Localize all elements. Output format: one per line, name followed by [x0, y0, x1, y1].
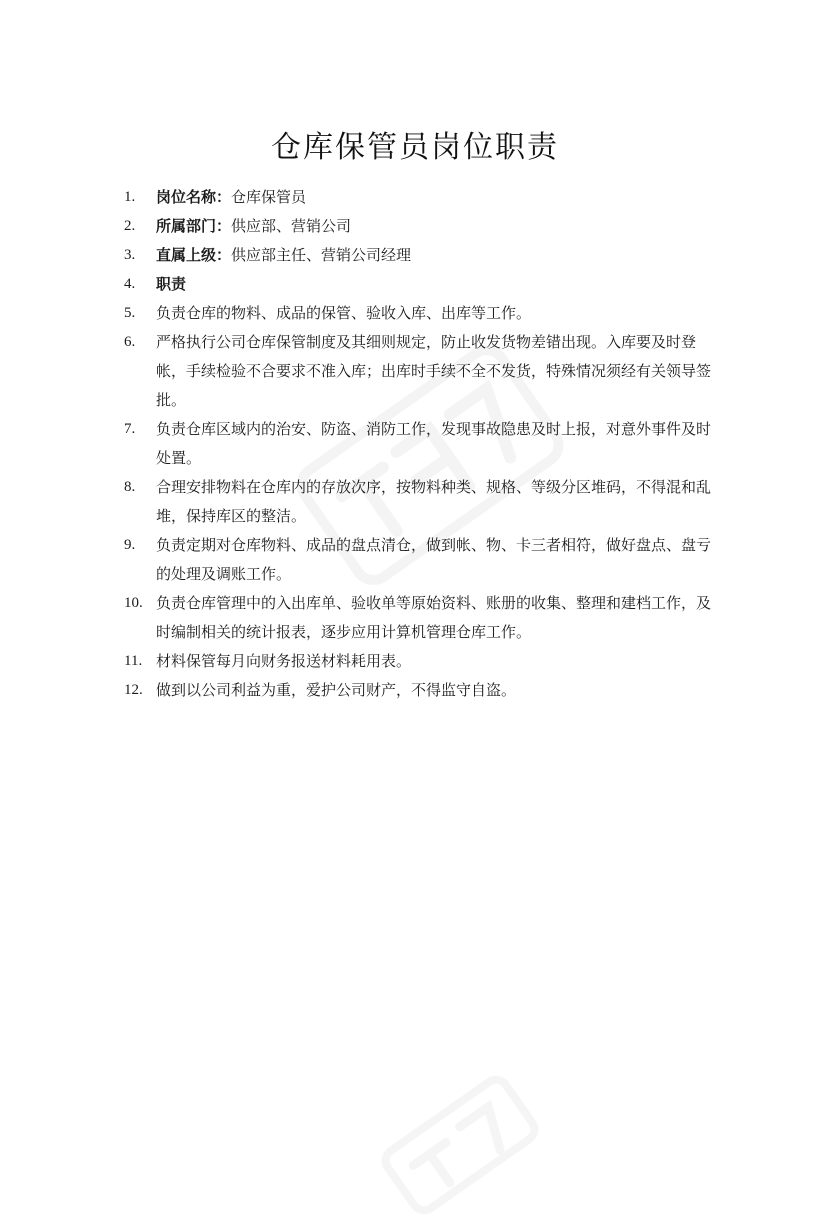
item-text: 供应部、营销公司 [231, 217, 352, 235]
item-number: 7. [124, 421, 136, 437]
list-item [124, 183, 714, 212]
item-label: 所属部门： [156, 217, 232, 235]
list-item [124, 270, 714, 299]
item-text: 做到以公司利益为重，爱护公司财产，不得监守自盗。 [156, 681, 517, 699]
item-number: 5. [124, 305, 136, 321]
item-number: 9. [124, 537, 136, 553]
item-text: 负责仓库的物料、成品的保管、验收入库、出库等工作。 [156, 304, 532, 322]
item-text: 仓库保管员 [231, 188, 307, 206]
item-number: 1. [124, 189, 136, 205]
item-label: 岗位名称： [156, 188, 232, 206]
list-item [124, 647, 714, 676]
item-text: 负责定期对仓库物料、成品的盘点清仓，做到帐、物、卡三者相符，做好盘点、盘亏的处理及调账工作。 [156, 536, 712, 583]
item-label: 职责 [156, 275, 187, 293]
item-text: 供应部主任、营销公司经理 [231, 246, 412, 264]
item-label: 直属上级： [156, 246, 232, 264]
list-item [124, 473, 714, 531]
item-text: 严格执行公司仓库保管制度及其细则规定，防止收发货物差错出现。入库要及时登帐，手续检验不合要求不准入库；出库时手续不全不发货，特殊情况须经有关领导签批。 [156, 333, 712, 409]
list-item [124, 241, 714, 270]
item-text: 材料保管每月向财务报送材料耗用表。 [156, 652, 412, 670]
item-text: 负责仓库管理中的入出库单、验收单等原始资料、账册的收集、整理和建档工作，及时编制相关的统计报表，逐步应用计算机管理仓库工作。 [156, 594, 712, 641]
item-number: 4. [124, 276, 136, 292]
list-item [124, 676, 714, 705]
list-item [124, 299, 714, 328]
list-item [124, 328, 714, 415]
list-item [124, 212, 714, 241]
duty-list [124, 183, 714, 705]
list-item [124, 531, 714, 589]
item-number: 12. [124, 682, 143, 698]
list-item [124, 415, 714, 473]
list-item [124, 589, 714, 647]
watermark-logo-bottom [369, 1062, 552, 1227]
item-number: 2. [124, 218, 136, 234]
page-title: 仓库保管员岗位职责 [271, 130, 559, 165]
item-number: 8. [124, 479, 136, 495]
item-text: 负责仓库区域内的治安、防盗、消防工作，发现事故隐患及时上报，对意外事件及时处置。 [156, 420, 712, 467]
item-number: 10. [124, 595, 143, 611]
item-number: 3. [124, 247, 136, 263]
item-text: 合理安排物料在仓库内的存放次序，按物料种类、规格、等级分区堆码，不得混和乱堆，保持库区的整洁。 [156, 478, 712, 525]
item-number: 6. [124, 334, 136, 350]
item-number: 11. [124, 653, 143, 669]
